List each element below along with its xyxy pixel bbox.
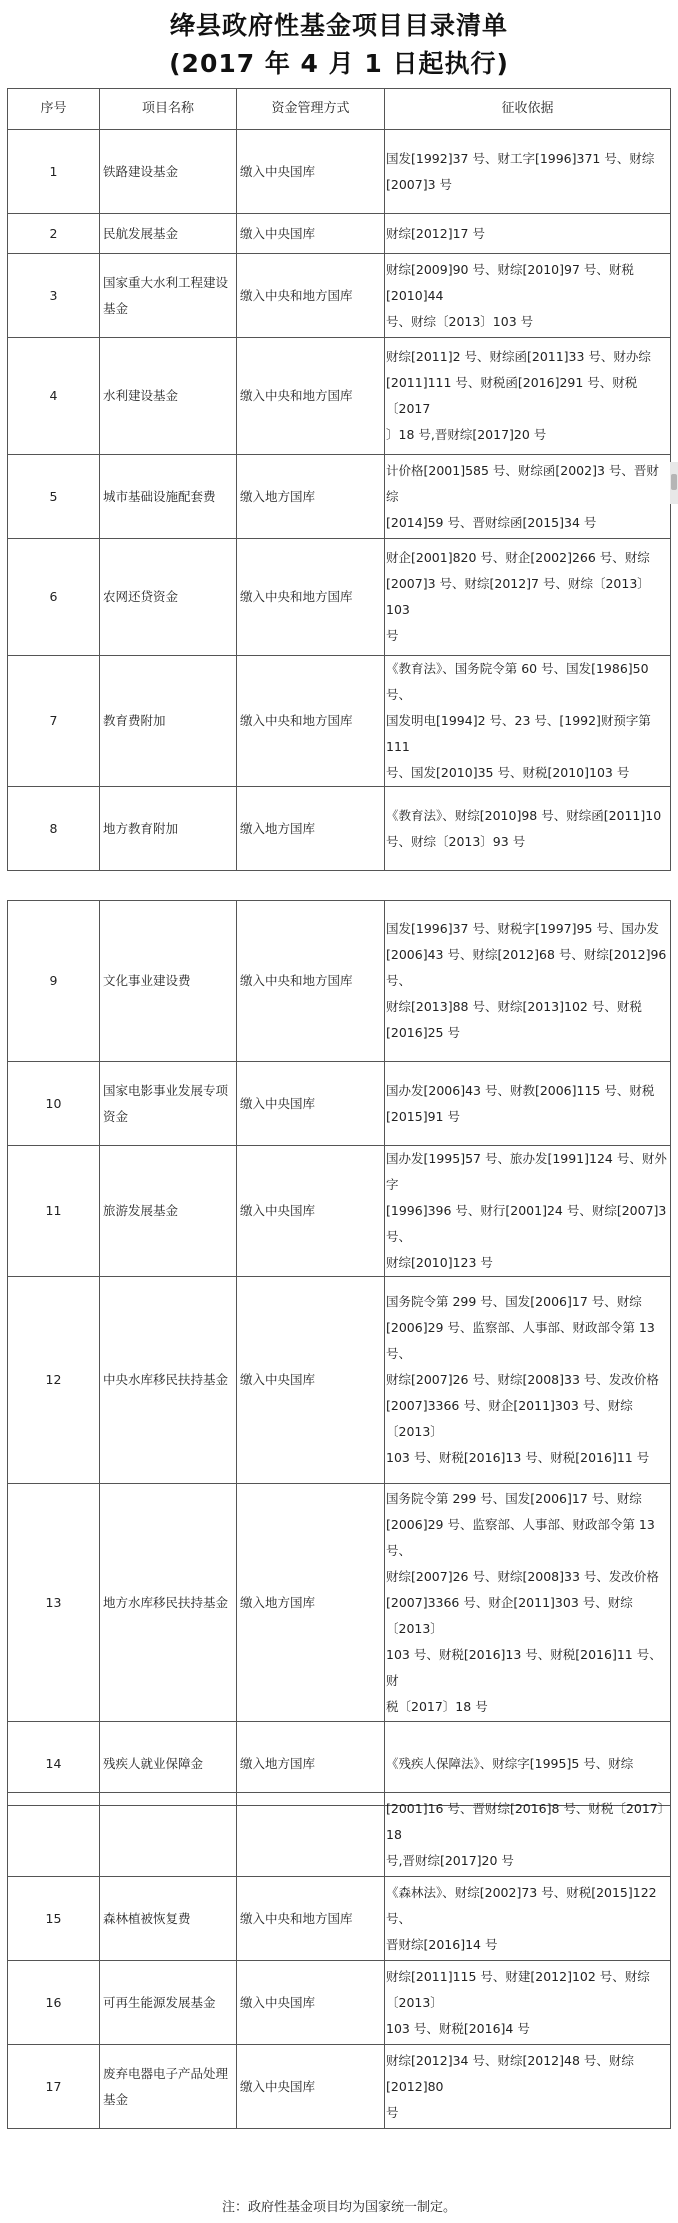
cell-name: [100, 787, 237, 871]
basis-line: 103 号、财税[2016]13 号、财税[2016]11 号: [386, 1450, 650, 1465]
table-row: [8, 1146, 671, 1277]
table-row: [8, 1062, 671, 1146]
cell-mode: 缴入地方国库: [237, 1484, 385, 1722]
cell-name: [100, 214, 237, 254]
basis-line: 国办发[1995]57 号、旅办发[1991]124 号、财外字: [386, 1151, 667, 1192]
table-row: [8, 2045, 671, 2129]
cell-name: [100, 1961, 237, 2045]
cell-name: [100, 338, 237, 455]
cell-no: 13: [8, 1484, 100, 1722]
cell-mode: 缴入中央国库: [237, 1961, 385, 2045]
table-row: [8, 1961, 671, 2045]
name-line: 资金: [103, 1108, 129, 1124]
table-header-row: [8, 89, 671, 130]
basis-line: [2007]3 号: [386, 176, 452, 192]
cell-basis: [385, 1877, 671, 1961]
basis-line: 103 号、财税[2016]13 号、财税[2016]11 号、财: [386, 1646, 662, 1688]
cell-basis: [385, 539, 671, 656]
basis-line: 财综[2010]123 号: [386, 1255, 493, 1270]
header-name: 项目名称: [100, 89, 237, 130]
cell-mode: 缴入中央国库: [237, 1062, 385, 1146]
cell-name: [100, 130, 237, 214]
header-mode: 资金管理方式: [237, 89, 385, 130]
basis-line: [2007]3366 号、财企[2011]303 号、财综〔2013〕: [386, 1398, 633, 1439]
cell-name: [100, 901, 237, 1062]
basis-line: 号: [386, 628, 399, 643]
cell-name: [100, 2045, 237, 2129]
name-line: 中央水库移民扶持基金: [103, 1372, 229, 1387]
basis-line: [2006]29 号、监察部、人事部、财政部令第 13 号、: [386, 1516, 655, 1558]
name-line: 森林植被恢复费: [103, 1910, 191, 1926]
cell-no: 3: [8, 254, 100, 338]
basis-line: [2006]29 号、监察部、人事部、财政部令第 13 号、: [386, 1320, 655, 1361]
basis-line: [2007]3 号、财综[2012]7 号、财综〔2013〕103: [386, 576, 650, 617]
table-row: [8, 214, 671, 254]
cell-mode: 缴入中央和地方国库: [237, 338, 385, 455]
basis-line: [2015]91 号: [386, 1108, 460, 1124]
cell-no: 4: [8, 338, 100, 455]
basis-line: 103 号、财税[2016]4 号: [386, 2020, 530, 2036]
basis-line: [2006]43 号、财综[2012]68 号、财综[2012]96 号、: [386, 947, 667, 988]
cell-no: [8, 1793, 100, 1877]
cell-basis: [385, 901, 671, 1062]
name-line: 国家电影事业发展专项: [103, 1082, 229, 1098]
cell-basis: [385, 1062, 671, 1146]
cell-no: 7: [8, 656, 100, 787]
cell-no: 1: [8, 130, 100, 214]
cell-basis: [385, 1484, 671, 1722]
basis-line: 《教育法》、国务院令第 60 号、国发[1986]50 号、: [386, 661, 649, 702]
cell-no: 9: [8, 901, 100, 1062]
basis-line: [2016]25 号: [386, 1025, 460, 1040]
cell-name: [100, 1877, 237, 1961]
table-row: [8, 1793, 671, 1877]
basis-line: [2014]59 号、晋财综函[2015]34 号: [386, 514, 597, 530]
table-row: [8, 1277, 671, 1484]
basis-line: 财综[2012]34 号、财综[2012]48 号、财综[2012]80: [386, 2052, 634, 2094]
cell-mode: 缴入地方国库: [237, 455, 385, 539]
cell-no: 11: [8, 1146, 100, 1277]
name-line: 文化事业建设费: [103, 973, 191, 988]
name-line: 水利建设基金: [103, 388, 179, 403]
cell-mode: 缴入中央和地方国库: [237, 901, 385, 1062]
basis-line: 国办发[2006]43 号、财教[2006]115 号、财税: [386, 1082, 655, 1098]
table-row: [8, 254, 671, 338]
cell-basis: [385, 455, 671, 539]
basis-line: 晋财综[2016]14 号: [386, 1936, 498, 1952]
cell-no: 8: [8, 787, 100, 871]
cell-no: 5: [8, 455, 100, 539]
name-line: 城市基础设施配套费: [103, 488, 216, 504]
name-line: 地方水库移民扶持基金: [103, 1594, 229, 1610]
cell-name: [100, 1146, 237, 1277]
cell-name: [100, 539, 237, 656]
basis-line: [1996]396 号、财行[2001]24 号、财综[2007]3 号、: [386, 1203, 667, 1244]
table-row: [8, 1877, 671, 1961]
cell-name: [100, 1062, 237, 1146]
document-title: 绛县政府性基金项目目录清单: [169, 11, 508, 40]
basis-line: 财综[2007]26 号、财综[2008]33 号、发改价格: [386, 1568, 659, 1584]
cell-name: [100, 1277, 237, 1484]
cell-no: 15: [8, 1877, 100, 1961]
cell-mode: 缴入中央和地方国库: [237, 1877, 385, 1961]
cell-basis: [385, 2045, 671, 2129]
cell-mode: 缴入中央国库: [237, 1146, 385, 1277]
basis-line: 《教育法》、财综[2010]98 号、财综函[2011]10: [386, 807, 662, 823]
cell-name: [100, 1484, 237, 1722]
footnote: 注：政府性基金项目均为国家统一制定。: [221, 2200, 456, 2215]
basis-line: 财综[2012]17 号: [386, 225, 485, 241]
basis-line: 国发[1996]37 号、财税字[1997]95 号、国办发: [386, 921, 659, 936]
fund-table-part-1: [7, 88, 671, 871]
fund-table-part-3: [7, 1792, 671, 2129]
basis-line: 号、国发[2010]35 号、财税[2010]103 号: [386, 765, 630, 780]
basis-line: 《残疾人保障法》、财综字[1995]5 号、财综: [386, 1755, 634, 1771]
basis-line: 财综[2013]88 号、财综[2013]102 号、财税: [386, 999, 642, 1014]
basis-line: 财综[2011]2 号、财综函[2011]33 号、财办综: [386, 349, 651, 364]
cell-no: 17: [8, 2045, 100, 2129]
cell-basis: [385, 1277, 671, 1484]
basis-line: [2001]16 号、晋财综[2016]8 号、财税〔2017〕18: [386, 1800, 664, 1842]
cell-mode: 缴入中央和地方国库: [237, 539, 385, 656]
basis-line: 计价格[2001]585 号、财综函[2002]3 号、晋财综: [386, 462, 659, 504]
basis-line: 号、财综〔2013〕103 号: [386, 313, 534, 329]
document-subtitle: (2017 年 4 月 1 日起执行): [169, 49, 509, 78]
basis-line: 税〔2017〕18 号: [386, 1698, 488, 1714]
cell-basis: [385, 1793, 671, 1877]
basis-line: 国发明电[1994]2 号、23 号、[1992]财预字第 111: [386, 713, 651, 754]
name-line: 可再生能源发展基金: [103, 1994, 216, 2010]
name-line: 旅游发展基金: [103, 1203, 179, 1218]
cell-mode: 缴入地方国库: [237, 787, 385, 871]
cell-basis: [385, 254, 671, 338]
cell-basis: [385, 656, 671, 787]
name-line: 地方教育附加: [103, 820, 179, 836]
name-line: 基金: [103, 300, 129, 316]
table-row: [8, 656, 671, 787]
cell-no: 12: [8, 1277, 100, 1484]
cell-name: [100, 254, 237, 338]
cell-basis: [385, 338, 671, 455]
cell-no: 10: [8, 1062, 100, 1146]
cell-mode: 缴入中央国库: [237, 2045, 385, 2129]
table-row: [8, 130, 671, 214]
cell-no: 16: [8, 1961, 100, 2045]
cell-mode: 缴入中央国库: [237, 130, 385, 214]
basis-line: 财企[2001]820 号、财企[2002]266 号、财综: [386, 550, 650, 565]
header-no: 序号: [8, 89, 100, 130]
basis-line: 国发[1992]37 号、财工字[1996]371 号、财综: [386, 150, 655, 166]
table-row: [8, 901, 671, 1062]
basis-line: [2007]3366 号、财企[2011]303 号、财综〔2013〕: [386, 1594, 633, 1636]
cell-basis: [385, 214, 671, 254]
basis-line: [2011]111 号、财税函[2016]291 号、财税〔2017: [386, 375, 638, 416]
table-row: [8, 1484, 671, 1722]
name-line: 铁路建设基金: [103, 163, 179, 179]
cell-name: [100, 455, 237, 539]
basis-line: 号,晋财综[2017]20 号: [386, 1852, 514, 1868]
cell-basis: [385, 130, 671, 214]
basis-line: 号、财综〔2013〕93 号: [386, 833, 526, 849]
name-line: 教育费附加: [103, 713, 166, 728]
basis-line: 〕18 号,晋财综[2017]20 号: [386, 427, 547, 442]
table-row: [8, 338, 671, 455]
cell-no: 14: [8, 1722, 100, 1806]
name-line: 基金: [103, 2091, 129, 2107]
cell-mode: [237, 1793, 385, 1877]
cell-name: [100, 656, 237, 787]
name-line: 农网还贷资金: [103, 589, 179, 604]
basis-line: 财综[2009]90 号、财综[2010]97 号、财税[2010]44: [386, 261, 634, 303]
header-basis: 征收依据: [385, 89, 671, 130]
name-line: 残疾人就业保障金: [103, 1755, 204, 1771]
cell-mode: 缴入中央国库: [237, 214, 385, 254]
basis-line: 国务院令第 299 号、国发[2006]17 号、财综: [386, 1490, 642, 1506]
cell-basis: [385, 1961, 671, 2045]
name-line: 废弃电器电子产品处理: [103, 2065, 229, 2081]
cell-mode: 缴入中央和地方国库: [237, 656, 385, 787]
name-line: 民航发展基金: [103, 225, 179, 241]
cell-basis: [385, 1146, 671, 1277]
cell-mode: 缴入中央国库: [237, 1277, 385, 1484]
cell-mode: 缴入中央和地方国库: [237, 254, 385, 338]
scrollbar-handle[interactable]: [670, 462, 678, 504]
basis-line: 国务院令第 299 号、国发[2006]17 号、财综: [386, 1294, 642, 1309]
table-row: [8, 455, 671, 539]
table-row: [8, 539, 671, 656]
basis-line: 《森林法》、财综[2002]73 号、财税[2015]122 号、: [386, 1884, 657, 1926]
name-line: 国家重大水利工程建设: [103, 274, 229, 290]
basis-line: 财综[2011]115 号、财建[2012]102 号、财综〔2013〕: [386, 1968, 650, 2010]
cell-basis: [385, 787, 671, 871]
basis-line: 号: [386, 2104, 399, 2120]
table-row: [8, 787, 671, 871]
cell-no: 2: [8, 214, 100, 254]
cell-no: 6: [8, 539, 100, 656]
cell-name: [100, 1793, 237, 1877]
cell-mode: 缴入地方国库: [237, 1722, 385, 1806]
fund-table-part-2: [7, 900, 671, 1806]
basis-line: 财综[2007]26 号、财综[2008]33 号、发改价格: [386, 1372, 659, 1387]
